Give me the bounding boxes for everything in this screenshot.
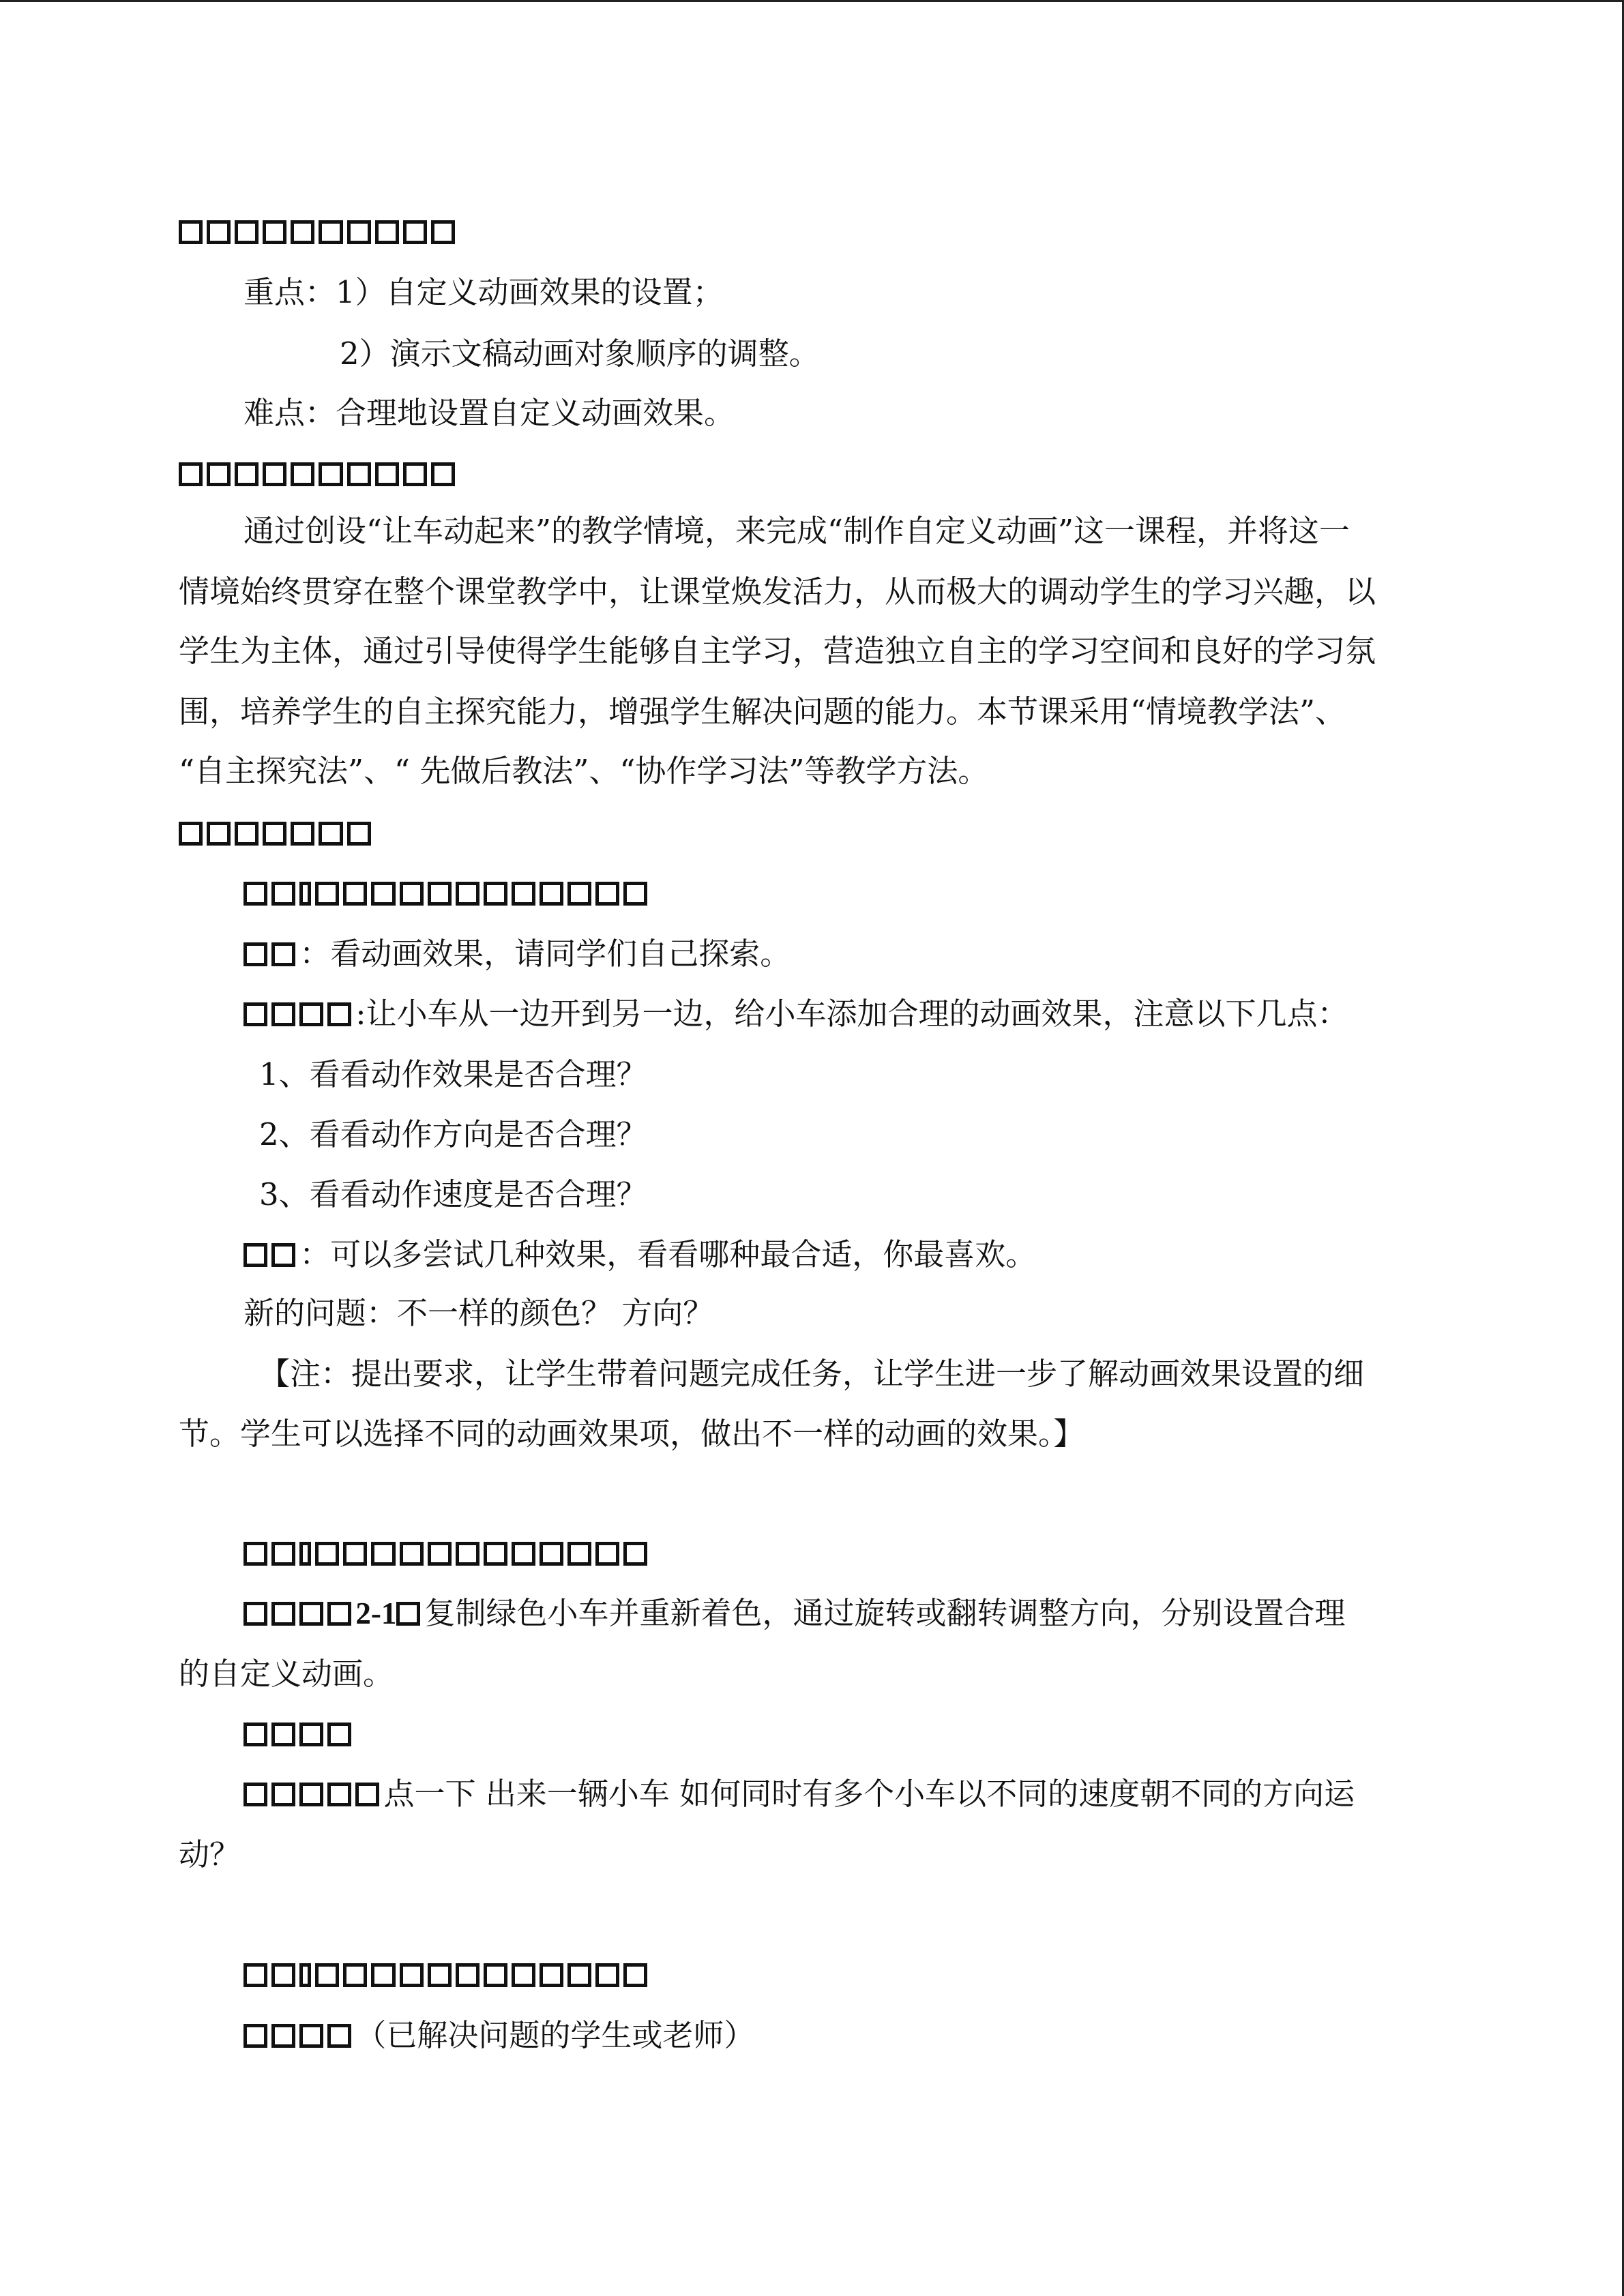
part1-item-2: 2、看看动作方向是否合理？ — [259, 1116, 647, 1152]
part1-note-line-1: 【注：提出要求，让学生带着问题完成任务，让学生进一步了解动画效果设置的细 — [259, 1356, 1365, 1392]
section-heading-process — [179, 813, 375, 854]
methods-line-1: 通过创设“让车动起来”的教学情境，来完成“制作自定义动画”这一课程，并将这一 — [243, 513, 1350, 549]
part2-question-continued: 动？ — [179, 1836, 241, 1873]
part1-new-question: 新的问题：不一样的颜色？ 方向？ — [243, 1295, 714, 1331]
section-heading-methods — [179, 453, 459, 494]
part1-tip — [243, 1234, 1036, 1275]
key-point-2: 2）演示文稿动画对象顺序的调整。 — [340, 336, 820, 372]
key-point-1: 重点：1）自定义动画效果的设置； — [243, 274, 724, 310]
methods-line-2: 情境始终贯穿在整个课堂教学中，让课堂焕发活力，从而极大的调动学生的学习兴趣，以 — [179, 573, 1376, 610]
methods-line-5: “自主探究法”、“ 先做后教法”、“协作学习法”等教学方法。 — [179, 753, 989, 789]
part2-heading — [243, 1533, 651, 1574]
part1-note-line-2: 节。学生可以选择不同的动画效果项，做出不一样的动画的效果。】 — [179, 1416, 1084, 1452]
part1-tip-text: ：可以多尝试几种效果，看看哪种最合适，你最喜欢。 — [299, 1236, 1037, 1272]
part1-item-1: 1、看看动作效果是否合理？ — [259, 1056, 647, 1092]
part1-item-3: 3、看看动作速度是否合理？ — [259, 1176, 647, 1212]
part1-task-text: :让小车从一边开到另一边，给小车添加合理的动画效果，注意以下几点： — [355, 996, 1348, 1032]
page-top-border — [0, 0, 1624, 2]
section-heading-key-points — [179, 211, 459, 252]
part3-heading — [243, 1954, 651, 1995]
part1-explore — [243, 934, 791, 974]
difficulty-point: 难点：合理地设置自定义动画效果。 — [243, 395, 735, 431]
methods-line-3: 学生为主体，通过引导使得学生能够自主学习，营造独立自主的学习空间和良好的学习氛 — [179, 633, 1376, 669]
part1-task — [243, 994, 1348, 1034]
part3-presenter-text: （已解决问题的学生或老师） — [355, 2017, 755, 2053]
methods-line-4: 围，培养学生的自主探究能力，增强学生解决问题的能力。本节课采用“情境教学法”、 — [179, 694, 1346, 730]
part2-task-text: 复制绿色小车并重新着色，通过旋转或翻转调整方向，分别设置合理 — [424, 1595, 1346, 1631]
part2-task-continued: 的自定义动画。 — [179, 1656, 394, 1692]
part2-question — [243, 1774, 1355, 1815]
part1-explore-text: ：看动画效果，请同学们自己探索。 — [299, 936, 791, 972]
part2-question-text: 点一下 出来一辆小车 如何同时有多个小车以不同的速度朝不同的方向运 — [383, 1776, 1355, 1812]
part2-task-code: 2-1 — [355, 1596, 397, 1630]
part3-presenter — [243, 2015, 754, 2056]
part1-heading — [243, 873, 651, 914]
part2-subheading — [243, 1714, 355, 1755]
part2-task — [243, 1593, 1345, 1634]
